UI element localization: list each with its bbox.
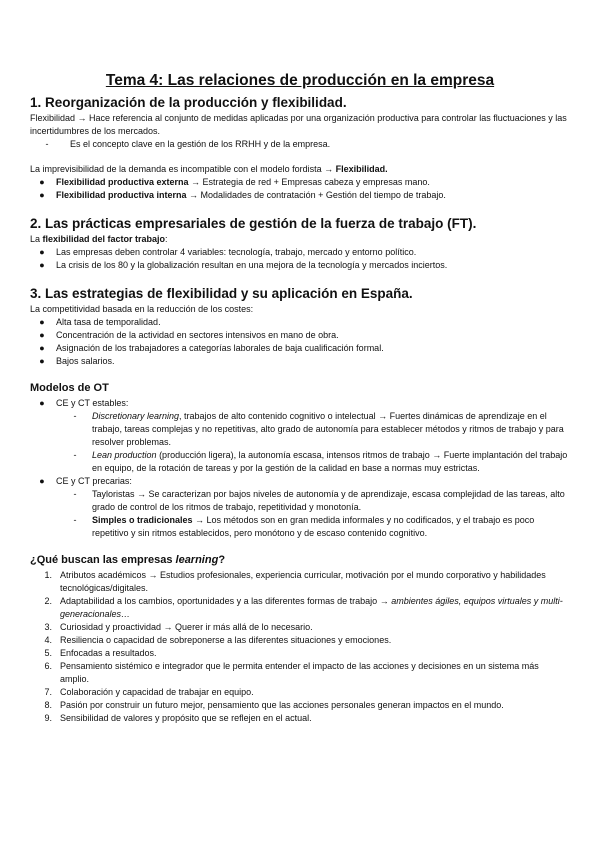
list-item-text: Atributos académicos → Estudios profesionales, experiencia curricular, motivación por el mundo corporativo y habilidades tecnológicas/digitales. bbox=[60, 570, 546, 593]
bullet-marker: ● bbox=[39, 398, 45, 408]
list-item bbox=[30, 475, 570, 488]
list-item-text: Pensamiento sistémico e integrador que le permita entender el impacto de las acciones y decisiones en un sistema más amplio. bbox=[60, 661, 539, 684]
number-marker: 1. bbox=[44, 570, 52, 580]
bold-text: flexibilidad del factor trabajo bbox=[42, 234, 166, 244]
numbered-item bbox=[30, 595, 570, 621]
list-item-text: Bajos salarios. bbox=[56, 356, 115, 366]
italic-text: Discretionary learning bbox=[92, 411, 180, 421]
list-item bbox=[30, 514, 570, 540]
list-item-text: Pasión por construir un futuro mejor, pensamiento que las acciones personales generan impactos en el mundo. bbox=[60, 700, 504, 710]
number-marker: 9. bbox=[44, 713, 52, 723]
paragraph-text: La bbox=[30, 234, 43, 244]
list-item-text: CE y CT precarias: bbox=[56, 476, 132, 486]
list-item bbox=[30, 329, 570, 342]
heading-text: ¿Qué buscan las empresas bbox=[30, 554, 176, 566]
bold-text: Flexibilidad productiva interna bbox=[56, 190, 187, 200]
bullet-marker: ● bbox=[39, 356, 45, 366]
list-item-text: Enfocadas a resultados. bbox=[60, 648, 157, 658]
bullet-marker: ● bbox=[39, 317, 45, 327]
number-marker: 2. bbox=[44, 596, 52, 606]
list-item bbox=[30, 342, 570, 355]
list-item bbox=[30, 355, 570, 368]
bullet-marker: ● bbox=[39, 177, 45, 187]
list-item bbox=[30, 316, 570, 329]
list-item-text: Asignación de los trabajadores a categorías laborales de baja cualificación formal. bbox=[56, 343, 384, 353]
list-item-text: Tayloristas → Se caracterizan por bajos niveles de autonomía y de aprendizaje, escasa complejidad de las tareas, alto grado de control de los ritmos de trabajo, repetitividad y monotonía. bbox=[92, 489, 565, 512]
list-item-text: (producción ligera), la autonomía escasa, intensos ritmos de trabajo → Fuerte implantación del trabajo en equipo, de la rotación de tareas y por la gestión de la calidad en base a normas muy estrictas. bbox=[92, 450, 568, 473]
list-item-text: Es el concepto clave en la gestión de los RRHH y de la empresa. bbox=[70, 139, 331, 149]
list-item-text: Colaboración y capacidad de trabajar en equipo. bbox=[60, 687, 254, 697]
number-marker: 4. bbox=[44, 635, 52, 645]
bullet-marker: ● bbox=[39, 476, 45, 486]
list-item-text: Sensibilidad de valores y propósito que se reflejen en el actual. bbox=[60, 713, 312, 723]
list-item-text: La crisis de los 80 y la globalización resultan en una mejora de la tecnología y mercados inciertos. bbox=[56, 260, 448, 270]
list-item bbox=[30, 246, 570, 259]
list-item bbox=[30, 189, 570, 202]
list-item-text: → Modalidades de contratación + Gestión del tiempo de trabajo. bbox=[186, 190, 446, 200]
section-2-heading: 2. Las prácticas empresariales de gestión de la fuerza de trabajo (FT). bbox=[30, 216, 477, 231]
bold-text: Simples o tradicionales bbox=[92, 515, 193, 525]
list-item-text: Resiliencia o capacidad de sobreponerse a las diferentes situaciones y emociones. bbox=[60, 635, 392, 645]
document-title: Tema 4: Las relaciones de producción en la empresa bbox=[105, 72, 495, 89]
numbered-item bbox=[30, 660, 570, 686]
number-marker: 8. bbox=[44, 700, 52, 710]
paragraph-text: : bbox=[165, 234, 168, 244]
italic-text: ambientes ágiles, equipos virtuales y multi-generacionales… bbox=[60, 596, 563, 619]
section-1-heading: 1. Reorganización de la producción y flexibilidad. bbox=[30, 95, 347, 110]
paragraph bbox=[30, 163, 570, 176]
list-item-text: → Los métodos son en gran medida informales y no codificados, y el trabajo es poco repetitivo y sin ritmos establecidos, pero monótono y de escaso contenido cognitivo. bbox=[92, 515, 535, 538]
list-item bbox=[30, 138, 570, 151]
bullet-marker: ● bbox=[39, 260, 45, 270]
numbered-item bbox=[30, 699, 570, 712]
dash-marker: - bbox=[73, 411, 77, 421]
paragraph bbox=[30, 233, 570, 246]
list-item bbox=[30, 176, 570, 189]
numbered-item bbox=[30, 621, 570, 634]
numbered-item bbox=[30, 712, 570, 725]
list-item-text: Curiosidad y proactividad → Querer ir más allá de lo necesario. bbox=[60, 622, 313, 632]
dash-marker: - bbox=[73, 489, 77, 499]
list-item-text: Adaptabilidad a los cambios, oportunidades y a las diferentes formas de trabajo → bbox=[60, 596, 392, 606]
learning-heading bbox=[30, 554, 570, 566]
numbered-item bbox=[30, 569, 570, 595]
dash-marker: - bbox=[73, 450, 77, 460]
number-marker: 3. bbox=[44, 622, 52, 632]
list-item-text: Concentración de la actividad en sectores intensivos en mano de obra. bbox=[56, 330, 339, 340]
heading-text: ? bbox=[218, 554, 226, 566]
section-3-heading: 3. Las estrategias de flexibilidad y su aplicación en España. bbox=[30, 286, 413, 301]
number-marker: 5. bbox=[44, 648, 52, 658]
paragraph: La competitividad basada en la reducción de los costes: bbox=[30, 304, 254, 314]
bold-text: Flexibilidad productiva externa bbox=[56, 177, 189, 187]
bullet-marker: ● bbox=[39, 190, 45, 200]
numbered-item bbox=[30, 686, 570, 699]
numbered-item bbox=[30, 647, 570, 660]
list-item bbox=[30, 397, 570, 410]
list-item-text: → Estrategia de red + Empresas cabeza y empresas mano. bbox=[188, 177, 430, 187]
list-item-text: Alta tasa de temporalidad. bbox=[56, 317, 161, 327]
list-item-text: CE y CT estables: bbox=[56, 398, 129, 408]
number-marker: 6. bbox=[44, 661, 52, 671]
list-item bbox=[30, 449, 570, 475]
paragraph-text: La imprevisibilidad de la demanda es incompatible con el modelo fordista → bbox=[30, 164, 336, 174]
list-item bbox=[30, 259, 570, 272]
bold-text: Flexibilidad. bbox=[335, 164, 388, 174]
ot-models-heading: Modelos de OT bbox=[30, 382, 109, 394]
flexibility-definition: Flexibilidad → Hace referencia al conjunto de medidas aplicadas por una organización productiva para controlar las fluctuaciones y las incertidumbres de los mercados. bbox=[30, 113, 567, 136]
number-marker: 7. bbox=[44, 687, 52, 697]
dash-marker: - bbox=[45, 139, 49, 149]
dash-marker: - bbox=[73, 515, 77, 525]
bullet-marker: ● bbox=[39, 247, 45, 257]
italic-text: Lean production bbox=[92, 450, 157, 460]
italic-text: learning bbox=[175, 554, 219, 566]
list-item bbox=[30, 410, 570, 449]
numbered-item bbox=[30, 634, 570, 647]
bullet-marker: ● bbox=[39, 343, 45, 353]
list-item-text: Las empresas deben controlar 4 variables: tecnología, trabajo, mercado y entorno político. bbox=[56, 247, 417, 257]
bullet-marker: ● bbox=[39, 330, 45, 340]
list-item bbox=[30, 488, 570, 514]
list-item-text: , trabajos de alto contenido cognitivo o intelectual → Fuertes dinámicas de aprendizaje en el trabajo, tareas complejas y no repetitivas, alto grado de autonomía para establecer métodos y ritmos de trabajo y para resolver problemas. bbox=[92, 411, 564, 447]
